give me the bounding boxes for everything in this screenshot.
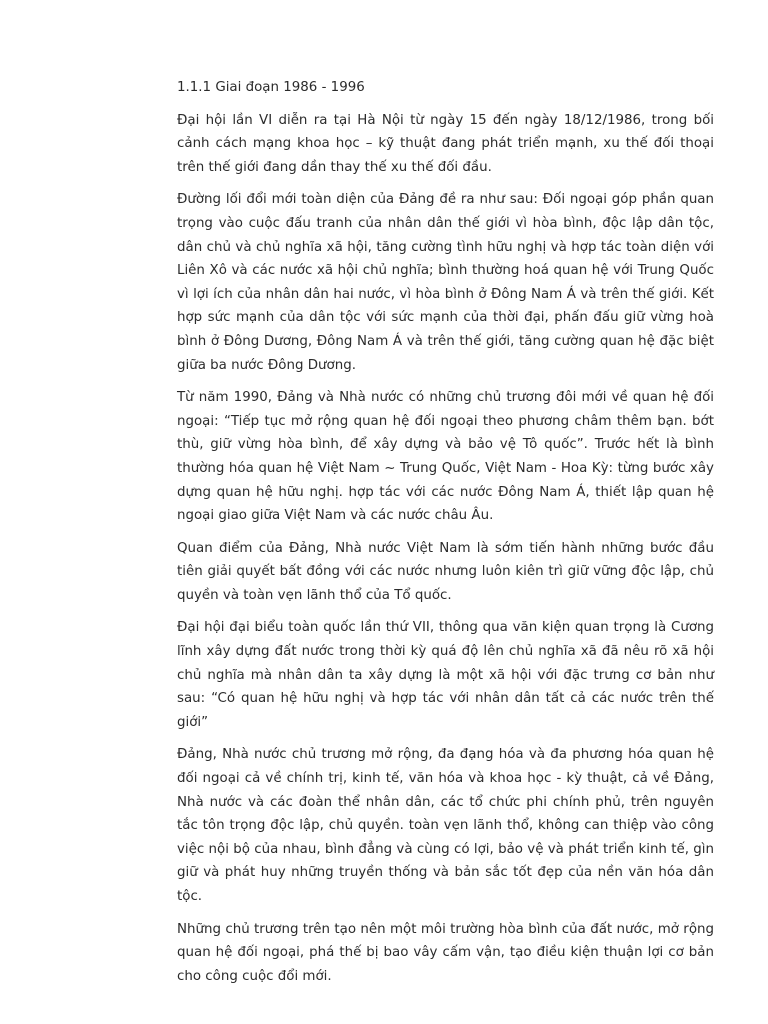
paragraph-3: Từ năm 1990, Đảng và Nhà nước có những chủ trương đôi mới về quan hệ đối ngoại: “Tiếp tục mở rộng quan hệ đối ngoại theo phương châm thêm bạn. bớt thù, giữ vừng hòa bình, để xây dựng và bảo vệ Tô quốc”. Trước hết là bình thường hóa quan hệ Việt Nam ~ Trung Quốc, Việt Nam - Hoa Kỳ: từng bước xây dựng quan hệ hữu nghị. hợp tác với các nước Đông Nam Á, thiết lập quan hệ ngoại giao giữa Việt Nam và các nước châu Âu. bbox=[177, 390, 714, 524]
paragraph-5: Đại hội đại biểu toàn quốc lần thứ VII, thông qua văn kiện quan trọng là Cương lĩnh xây dựng đất nước trong thời kỳ quá độ lên chủ nghĩa xã đã nêu rõ xã hội chủ nghĩa mà nhân dân ta xây dựng là một xã hội với đặc trưng cơ bản như sau: “Có quan hệ hữu nghị và hợp tác với nhân dân tất cả các nước trên thế giới” bbox=[177, 620, 714, 730]
paragraph-2: Đường lối đổi mới toàn diện của Đảng đề ra như sau: Đối ngoại góp phần quan trọng vào cuộc đấu tranh của nhân dân thế giới vì hòa bình, độc lập dân tộc, dân chủ và chủ nghĩa xã hội, tăng cường tình hữu nghị và hợp tác toàn diện với Liên Xô và các nước xã hội chủ nghĩa; bình thường hoá quan hệ với Trung Quốc vì lợi ích của nhân dân hai nước, vì hòa bình ở Đông Nam Á và trên thế giới. Kết hợp sức mạnh của dân tộc với sức mạnh của thời đại, phấn đấu giữ vừng hoà bình ở Đông Dương, Đông Nam Á và trên thế giới, tăng cường quan hệ đặc biệt giữa ba nước Đông Dương. bbox=[177, 192, 714, 373]
document-body bbox=[177, 76, 714, 988]
paragraph-1: Đại hội lần VI diễn ra tại Hà Nội từ ngày 15 đến ngày 18/12/1986, trong bối cảnh cách mạng khoa học – kỹ thuật đang phát triển mạnh, xu thế đối thoại trên thế giới đang dần thay thế xu thế đối đầu. bbox=[177, 112, 714, 175]
section-heading: 1.1.1 Giai đoạn 1986 - 1996 bbox=[177, 80, 365, 95]
paragraph-6: Đảng, Nhà nước chủ trương mở rộng, đa đạng hóa và đa phương hóa quan hệ đối ngoại cả về chính trị, kinh tế, văn hóa và khoa học - kỳ thuật, cả về Đảng, Nhà nước và các đoàn thể nhân dân, các tổ chức phi chính phủ, trên nguyên tắc tôn trọng độc lập, chủ quyền. toàn vẹn lãnh thổ, không can thiệp vào công việc nội bộ của nhau, bình đẳng và cùng có lợi, bảo vệ và phát triển kinh tế, gìn giữ và phát huy những truyền thống và bản sắc tốt đẹp của nền văn hóa dân tộc. bbox=[177, 747, 714, 904]
paragraph-7: Những chủ trương trên tạo nên một môi trường hòa bình của đất nước, mở rộng quan hệ đối ngoại, phá thế bị bao vây cấm vận, tạo điều kiện thuận lợi cơ bản cho công cuộc đổi mới. bbox=[177, 921, 714, 984]
paragraph-4: Quan điểm của Đảng, Nhà nước Việt Nam là sớm tiến hành những bước đầu tiên giải quyết bất đồng với các nước nhưng luôn kiên trì giữ vững độc lập, chủ quyền và toàn vẹn lãnh thổ của Tổ quốc. bbox=[177, 540, 714, 603]
